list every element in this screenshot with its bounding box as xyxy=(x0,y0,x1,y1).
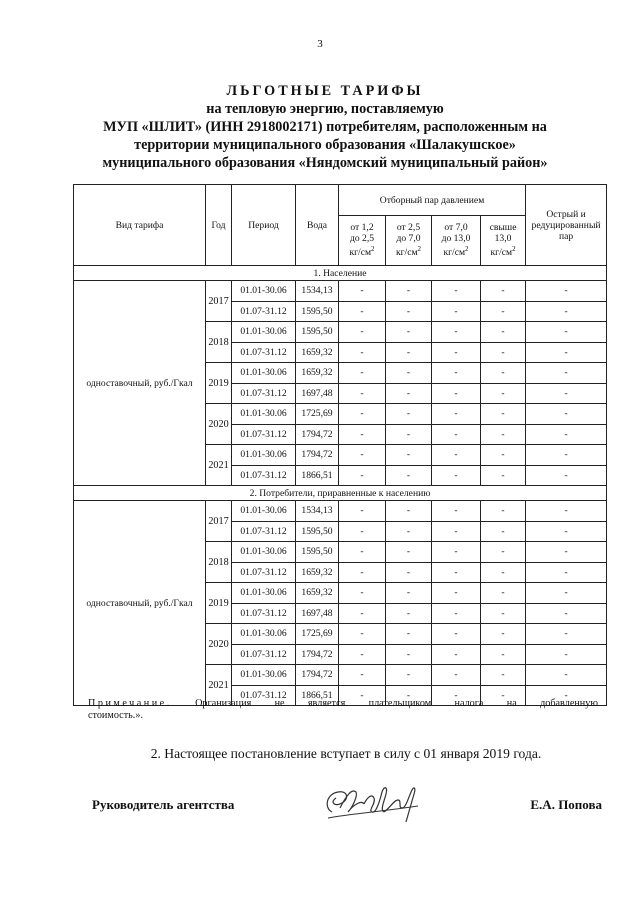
steam-tariff-cell-2: - xyxy=(386,465,432,486)
period-cell: 01.01-30.06 xyxy=(232,583,296,604)
period-cell: 01.07-31.12 xyxy=(232,301,296,322)
steam-tariff-cell-1: - xyxy=(339,501,386,522)
water-tariff-cell: 1725,69 xyxy=(296,404,339,425)
period-cell: 01.01-30.06 xyxy=(232,404,296,425)
steam-tariff-cell-3: - xyxy=(432,424,481,445)
steam-tariff-cell-3: - xyxy=(432,665,481,686)
water-tariff-cell: 1866,51 xyxy=(296,465,339,486)
steam-tariff-cell-2: - xyxy=(386,322,432,343)
water-tariff-cell: 1659,32 xyxy=(296,583,339,604)
steam-tariff-cell-1: - xyxy=(339,665,386,686)
signatory-position: Руководитель агентства xyxy=(92,797,235,812)
steam-tariff-cell-1: - xyxy=(339,301,386,322)
steam-tariff-cell-1: - xyxy=(339,322,386,343)
steam-tariff-cell-2: - xyxy=(386,281,432,302)
steam-tariff-cell-4: - xyxy=(481,281,526,302)
steam-tariff-cell-4: - xyxy=(481,644,526,665)
note-word: Организация xyxy=(195,698,252,709)
period-cell: 01.07-31.12 xyxy=(232,424,296,445)
steam-tariff-cell-3: - xyxy=(432,644,481,665)
period-cell: 01.07-31.12 xyxy=(232,562,296,583)
steam-range-line-2: до 13,0 xyxy=(441,233,471,245)
note-label: Примечание. xyxy=(88,698,172,709)
steam-tariff-cell-3: - xyxy=(432,542,481,563)
steam-tariff-cell-4: - xyxy=(481,521,526,542)
sharp-steam-cell: - xyxy=(526,665,607,686)
year-cell: 2019 xyxy=(206,583,232,624)
steam-tariff-cell-4: - xyxy=(481,342,526,363)
steam-tariff-cell-3: - xyxy=(432,603,481,624)
year-cell: 2018 xyxy=(206,322,232,363)
steam-tariff-cell-1: - xyxy=(339,281,386,302)
note-word: не xyxy=(274,698,285,709)
steam-tariff-cell-2: - xyxy=(386,624,432,645)
steam-range-unit-power: 2 xyxy=(465,245,469,254)
note-word: добавленную xyxy=(540,698,598,709)
steam-tariff-cell-4: - xyxy=(481,363,526,384)
period-cell: 01.01-30.06 xyxy=(232,322,296,343)
steam-tariff-cell-4: - xyxy=(481,424,526,445)
steam-range-line-2: 13,0 xyxy=(494,233,512,245)
table-row xyxy=(74,281,607,302)
steam-tariff-cell-3: - xyxy=(432,281,481,302)
steam-tariff-cell-2: - xyxy=(386,383,432,404)
title-line-3: МУП «ШЛИТ» (ИНН 2918002171) потребителям, расположенным на xyxy=(103,119,547,135)
sharp-steam-cell: - xyxy=(526,363,607,384)
sharp-steam-cell: - xyxy=(526,322,607,343)
steam-tariff-cell-1: - xyxy=(339,644,386,665)
sharp-steam-cell: - xyxy=(526,465,607,486)
water-tariff-cell: 1659,32 xyxy=(296,363,339,384)
header-steam-range-4 xyxy=(481,216,526,266)
water-tariff-cell: 1794,72 xyxy=(296,644,339,665)
water-tariff-cell: 1866,51 xyxy=(296,685,339,706)
steam-tariff-cell-4: - xyxy=(481,665,526,686)
sharp-steam-cell: - xyxy=(526,404,607,425)
steam-range-unit: кг/см xyxy=(349,247,372,259)
header-sharp-steam xyxy=(526,185,607,266)
water-tariff-cell: 1659,32 xyxy=(296,562,339,583)
note xyxy=(88,698,598,722)
steam-tariff-cell-1: - xyxy=(339,404,386,425)
steam-tariff-cell-3: - xyxy=(432,301,481,322)
sharp-steam-cell: - xyxy=(526,644,607,665)
steam-tariff-cell-2: - xyxy=(386,521,432,542)
steam-tariff-cell-3: - xyxy=(432,445,481,466)
steam-tariff-cell-1: - xyxy=(339,624,386,645)
header-sharp-steam-label: Острый и редуцированный пар xyxy=(531,208,601,242)
steam-tariff-cell-3: - xyxy=(432,501,481,522)
steam-tariff-cell-2: - xyxy=(386,404,432,425)
sharp-steam-cell: - xyxy=(526,603,607,624)
water-tariff-cell: 1659,32 xyxy=(296,342,339,363)
water-tariff-cell: 1595,50 xyxy=(296,521,339,542)
steam-tariff-cell-1: - xyxy=(339,445,386,466)
sharp-steam-cell: - xyxy=(526,301,607,322)
steam-tariff-cell-4: - xyxy=(481,583,526,604)
period-cell: 01.01-30.06 xyxy=(232,363,296,384)
steam-range-line-1: от 7,0 xyxy=(444,222,468,234)
sharp-steam-cell: - xyxy=(526,542,607,563)
year-cell: 2020 xyxy=(206,404,232,445)
period-cell: 01.01-30.06 xyxy=(232,624,296,645)
note-word: плательщиком xyxy=(368,698,432,709)
steam-tariff-cell-1: - xyxy=(339,562,386,583)
steam-tariff-cell-4: - xyxy=(481,383,526,404)
note-line-2: стоимость.». xyxy=(88,710,143,721)
steam-tariff-cell-4: - xyxy=(481,501,526,522)
year-cell: 2021 xyxy=(206,445,232,486)
steam-tariff-cell-1: - xyxy=(339,342,386,363)
water-tariff-cell: 1595,50 xyxy=(296,542,339,563)
water-tariff-cell: 1697,48 xyxy=(296,603,339,624)
steam-tariff-cell-3: - xyxy=(432,404,481,425)
period-cell: 01.07-31.12 xyxy=(232,383,296,404)
steam-tariff-cell-4: - xyxy=(481,404,526,425)
section-row xyxy=(74,486,607,501)
steam-tariff-cell-1: - xyxy=(339,383,386,404)
water-tariff-cell: 1697,48 xyxy=(296,383,339,404)
section-title: 2. Потребители, приравненные к населению xyxy=(74,486,607,501)
steam-tariff-cell-2: - xyxy=(386,542,432,563)
steam-tariff-cell-1: - xyxy=(339,465,386,486)
document-title xyxy=(60,82,590,172)
steam-tariff-cell-3: - xyxy=(432,521,481,542)
title-line-4: территории муниципального образования «Шалакушское» xyxy=(134,137,516,153)
steam-tariff-cell-3: - xyxy=(432,322,481,343)
steam-tariff-cell-1: - xyxy=(339,363,386,384)
steam-tariff-cell-3: - xyxy=(432,342,481,363)
steam-tariff-cell-2: - xyxy=(386,342,432,363)
steam-range-unit: кг/см xyxy=(490,247,513,259)
tariff-kind: одноставочный, руб./Гкал xyxy=(74,501,206,706)
sharp-steam-cell: - xyxy=(526,624,607,645)
steam-range-unit: кг/см xyxy=(443,247,466,259)
steam-tariff-cell-2: - xyxy=(386,301,432,322)
year-cell: 2018 xyxy=(206,542,232,583)
water-tariff-cell: 1595,50 xyxy=(296,322,339,343)
header-kind: Вид тарифа xyxy=(74,185,206,266)
steam-tariff-cell-2: - xyxy=(386,424,432,445)
steam-tariff-cell-4: - xyxy=(481,603,526,624)
year-cell: 2017 xyxy=(206,501,232,542)
steam-tariff-cell-3: - xyxy=(432,363,481,384)
section-title: 1. Население xyxy=(74,266,607,281)
steam-range-unit: кг/см xyxy=(395,247,418,259)
steam-range-unit-power: 2 xyxy=(512,245,516,254)
water-tariff-cell: 1534,13 xyxy=(296,281,339,302)
steam-tariff-cell-1: - xyxy=(339,603,386,624)
header-steam-range-2 xyxy=(386,216,432,266)
title-line-1: ЛЬГОТНЫЕ ТАРИФЫ xyxy=(226,83,424,99)
sharp-steam-cell: - xyxy=(526,501,607,522)
water-tariff-cell: 1725,69 xyxy=(296,624,339,645)
header-steam-range-3 xyxy=(432,216,481,266)
header-period: Период xyxy=(232,185,296,266)
steam-range-line-1: от 1,2 xyxy=(350,222,374,234)
steam-tariff-cell-3: - xyxy=(432,685,481,706)
steam-range-unit-power: 2 xyxy=(371,245,375,254)
period-cell: 01.01-30.06 xyxy=(232,445,296,466)
steam-tariff-cell-2: - xyxy=(386,501,432,522)
period-cell: 01.01-30.06 xyxy=(232,665,296,686)
steam-tariff-cell-3: - xyxy=(432,562,481,583)
water-tariff-cell: 1794,72 xyxy=(296,445,339,466)
sharp-steam-cell: - xyxy=(526,342,607,363)
water-tariff-cell: 1595,50 xyxy=(296,301,339,322)
steam-range-line-1: свыше xyxy=(489,222,517,234)
period-cell: 01.07-31.12 xyxy=(232,685,296,706)
steam-tariff-cell-4: - xyxy=(481,562,526,583)
steam-tariff-cell-4: - xyxy=(481,624,526,645)
steam-tariff-cell-2: - xyxy=(386,665,432,686)
header-steam: Отборный пар давлением xyxy=(339,185,526,216)
section-row xyxy=(74,266,607,281)
sharp-steam-cell: - xyxy=(526,562,607,583)
steam-tariff-cell-4: - xyxy=(481,301,526,322)
steam-tariff-cell-1: - xyxy=(339,521,386,542)
steam-tariff-cell-1: - xyxy=(339,583,386,604)
steam-tariff-cell-3: - xyxy=(432,465,481,486)
steam-tariff-cell-1: - xyxy=(339,424,386,445)
steam-tariff-cell-3: - xyxy=(432,383,481,404)
header-steam-range-1 xyxy=(339,216,386,266)
steam-tariff-cell-1: - xyxy=(339,542,386,563)
steam-tariff-cell-1: - xyxy=(339,685,386,706)
steam-tariff-cell-4: - xyxy=(481,445,526,466)
header-year: Год xyxy=(206,185,232,266)
year-cell: 2019 xyxy=(206,363,232,404)
steam-tariff-cell-3: - xyxy=(432,624,481,645)
water-tariff-cell: 1794,72 xyxy=(296,665,339,686)
period-cell: 01.07-31.12 xyxy=(232,465,296,486)
sharp-steam-cell: - xyxy=(526,685,607,706)
sharp-steam-cell: - xyxy=(526,583,607,604)
steam-tariff-cell-2: - xyxy=(386,583,432,604)
page-number: 3 xyxy=(317,38,323,50)
table-row xyxy=(74,501,607,522)
period-cell: 01.07-31.12 xyxy=(232,521,296,542)
note-word: является xyxy=(307,698,346,709)
steam-range-line-2: до 7,0 xyxy=(396,233,421,245)
steam-range-line-2: до 2,5 xyxy=(349,233,375,245)
sharp-steam-cell: - xyxy=(526,281,607,302)
title-line-5: муниципального образования «Няндомский муниципальный район» xyxy=(102,155,548,171)
steam-tariff-cell-2: - xyxy=(386,644,432,665)
steam-tariff-cell-2: - xyxy=(386,363,432,384)
period-cell: 01.07-31.12 xyxy=(232,644,296,665)
year-cell: 2021 xyxy=(206,665,232,706)
steam-tariff-cell-3: - xyxy=(432,583,481,604)
period-cell: 01.07-31.12 xyxy=(232,342,296,363)
sharp-steam-cell: - xyxy=(526,445,607,466)
steam-tariff-cell-4: - xyxy=(481,465,526,486)
steam-range-unit-power: 2 xyxy=(417,245,422,254)
title-line-2: на тепловую энергию, поставляемую xyxy=(206,101,444,117)
steam-tariff-cell-4: - xyxy=(481,542,526,563)
period-cell: 01.01-30.06 xyxy=(232,281,296,302)
steam-tariff-cell-2: - xyxy=(386,685,432,706)
tariff-kind: одноставочный, руб./Гкал xyxy=(74,281,206,486)
sharp-steam-cell: - xyxy=(526,383,607,404)
period-cell: 01.07-31.12 xyxy=(232,603,296,624)
sharp-steam-cell: - xyxy=(526,521,607,542)
handwritten-signature xyxy=(318,778,430,828)
steam-tariff-cell-4: - xyxy=(481,685,526,706)
tariff-table xyxy=(73,184,607,706)
year-cell: 2020 xyxy=(206,624,232,665)
steam-tariff-cell-2: - xyxy=(386,603,432,624)
note-word: на xyxy=(506,698,517,709)
header-water: Вода xyxy=(296,185,339,266)
period-cell: 01.01-30.06 xyxy=(232,542,296,563)
year-cell: 2017 xyxy=(206,281,232,322)
water-tariff-cell: 1534,13 xyxy=(296,501,339,522)
steam-range-line-1: от 2,5 xyxy=(396,222,421,234)
note-word: налога xyxy=(454,698,484,709)
steam-tariff-cell-4: - xyxy=(481,322,526,343)
decree-text: 2. Настоящее постановление вступает в силу с 01 января 2019 года. xyxy=(150,746,542,761)
steam-tariff-cell-2: - xyxy=(386,445,432,466)
steam-tariff-cell-2: - xyxy=(386,562,432,583)
water-tariff-cell: 1794,72 xyxy=(296,424,339,445)
sharp-steam-cell: - xyxy=(526,424,607,445)
period-cell: 01.01-30.06 xyxy=(232,501,296,522)
signatory-name: Е.А. Попова xyxy=(530,797,602,812)
